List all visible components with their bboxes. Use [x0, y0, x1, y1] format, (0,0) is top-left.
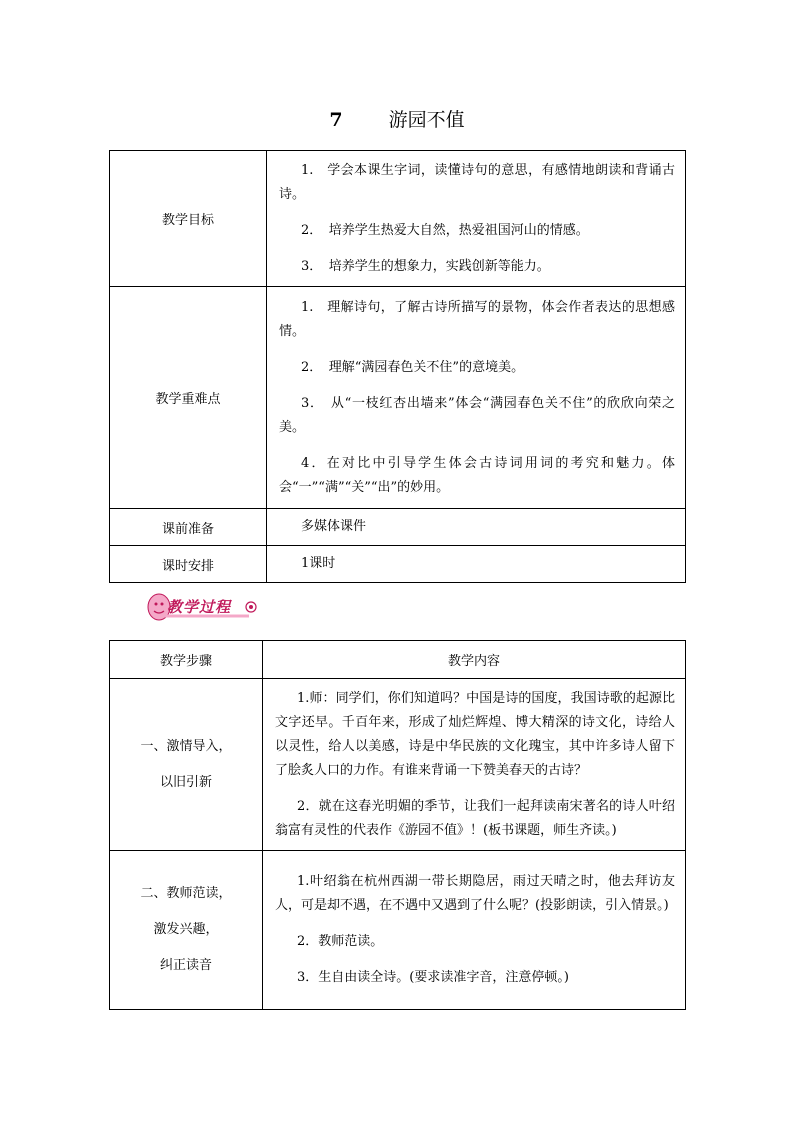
list-item: 2．教师范读。 [297, 934, 384, 949]
table-row [110, 151, 686, 287]
list-item: 3．生自由读全诗。(要求读准字音，注意停顿。) [297, 970, 569, 985]
key-points-content [267, 287, 686, 509]
list-item: 2．就在这春光明媚的季节，让我们一起拜读南宋著名的诗人叶绍翁富有灵性的代表作《游园不值》！(板书课题，师生齐读。) [275, 798, 675, 838]
badge-label: 教学过程 [167, 598, 232, 616]
goals-content [267, 151, 686, 287]
step-content-1 [263, 679, 686, 851]
process-table [109, 640, 686, 1010]
step-label-1 [110, 679, 263, 851]
preparation-content [267, 509, 686, 546]
step-label-2 [110, 851, 263, 1010]
list-item: 1课时 [301, 556, 336, 571]
header-step: 教学步骤 [110, 641, 263, 679]
overview-table [109, 150, 686, 583]
list-item: 1.叶绍翁在杭州西湖一带长期隐居，雨过天晴之时，他去拜访友人，可是却不遇，在不遇中又遇到了什么呢？(投影朗读，引入情景。) [275, 874, 675, 913]
step-line: 以旧引新 [159, 774, 212, 790]
list-item: 1.师：同学们，你们知道吗？中国是诗的国度，我国诗歌的起源比文字还早。千百年来，形成了灿烂辉煌、博大精深的诗文化，诗给人以灵性，给人以美感，诗是中华民族的文化瑰宝，其中许多诗人留下了脍炙人口的力作。有谁来背诵一下赞美春天的古诗？ [275, 690, 675, 778]
table-row [110, 287, 686, 509]
teaching-process-badge [145, 592, 260, 622]
list-item: 1. 理解诗句，了解古诗所描写的景物，体会作者表达的思想感情。 [279, 299, 675, 339]
list-item: 4．在对比中引导学生体会古诗词用词的考究和魅力。体会“一”“满”“关”“出”的妙用。 [279, 455, 675, 495]
table-row [110, 679, 686, 851]
table-row [110, 509, 686, 546]
lesson-number: 7 [329, 109, 343, 131]
list-item: 2． 理解“满园春色关不住”的意境美。 [301, 359, 525, 375]
row-label-preparation: 课前准备 [110, 509, 267, 546]
step-line: 纠正读音 [159, 958, 212, 973]
list-item: 2． 培养学生热爱大自然，热爱祖国河山的情感。 [301, 222, 589, 238]
header-content: 教学内容 [263, 641, 686, 679]
step-line: 一、激情导入， [140, 738, 232, 754]
step-line: 二、教师范读， [140, 886, 232, 901]
row-label-goals: 教学目标 [110, 151, 267, 287]
table-row [110, 851, 686, 1010]
row-label-key-points: 教学重难点 [110, 287, 267, 509]
list-item: 3． 培养学生的想象力，实践创新等能力。 [301, 258, 550, 274]
list-item: 3． 从“一枝红杏出墙来”体会“满园春色关不住”的欣欣向荣之美。 [279, 395, 675, 435]
step-line: 激发兴趣， [153, 922, 219, 937]
lesson-title [0, 105, 794, 132]
schedule-content [267, 546, 686, 583]
lesson-name: 游园不值 [388, 109, 465, 131]
step-content-2 [263, 851, 686, 1010]
row-label-schedule: 课时安排 [110, 546, 267, 583]
table-header-row [110, 641, 686, 679]
list-item: 多媒体课件 [301, 519, 367, 534]
list-item: 1. 学会本课生字词，读懂诗句的意思，有感情地朗读和背诵古诗。 [279, 162, 675, 202]
table-row [110, 546, 686, 583]
